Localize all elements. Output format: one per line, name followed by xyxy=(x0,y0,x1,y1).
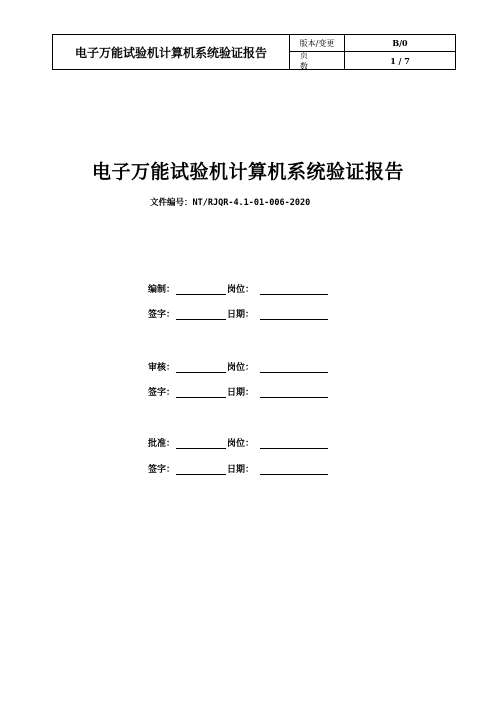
document-title: 电子万能试验机计算机系统验证报告 xyxy=(91,161,404,183)
blank-line xyxy=(260,309,328,320)
blank-line xyxy=(176,387,226,398)
signature-row xyxy=(148,461,328,475)
field-label: 编制： xyxy=(148,285,176,295)
field-label: 批准： xyxy=(148,439,176,449)
field-label: 岗位： xyxy=(227,363,255,373)
blank-line xyxy=(260,438,328,449)
blank-line xyxy=(176,362,226,373)
blank-line xyxy=(176,309,226,320)
signature-row xyxy=(148,281,328,295)
file-number: 文件编号：NT/RJQR-4.1-01-006-2020 xyxy=(150,198,311,208)
field-label: 日期： xyxy=(227,310,255,320)
field-label: 审核： xyxy=(148,363,176,373)
field-label: 签字： xyxy=(148,310,176,320)
blank-line xyxy=(260,464,328,475)
field-label: 日期： xyxy=(227,465,255,475)
version-label: 版本/变更 xyxy=(290,35,345,52)
signature-row xyxy=(148,435,328,449)
field-label: 岗位： xyxy=(227,439,255,449)
page-count-value: 1 / 7 xyxy=(390,55,410,66)
header-title: 电子万能试验机计算机系统验证报告 xyxy=(53,35,290,69)
field-label: 日期： xyxy=(227,388,255,398)
signature-row xyxy=(148,306,328,320)
blank-line xyxy=(260,387,328,398)
field-label: 签字： xyxy=(148,465,176,475)
version-value: B/0 xyxy=(345,35,455,52)
blank-line xyxy=(176,438,226,449)
signature-row xyxy=(148,384,328,398)
blank-line xyxy=(260,284,328,295)
header-table xyxy=(52,34,456,70)
blank-line xyxy=(176,284,226,295)
blank-line xyxy=(260,362,328,373)
field-label: 岗位： xyxy=(227,285,255,295)
blank-line xyxy=(176,464,226,475)
signature-row xyxy=(148,359,328,373)
page-count-label: 页 数 xyxy=(290,52,345,69)
field-label: 签字： xyxy=(148,388,176,398)
